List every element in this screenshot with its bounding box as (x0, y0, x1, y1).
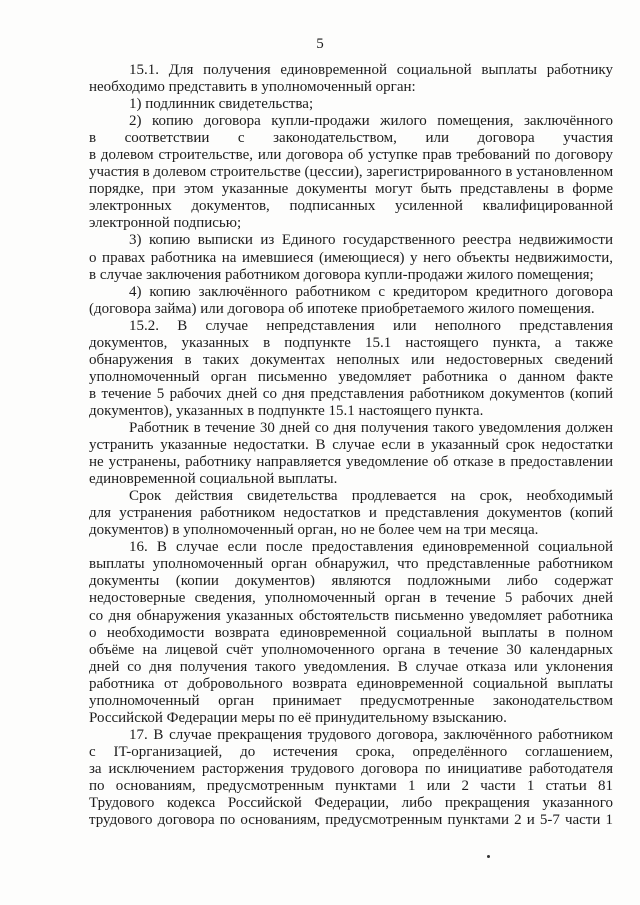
text-line: электронных документов, подписанных усиленной квалифицированной (89, 198, 613, 215)
text-line: о правах работника на имевшиеся (имеющиеся) у него объекты недвижимости, (89, 249, 613, 266)
text-line: в случае заключения работником договора купли-продажи жилого помещения; (89, 266, 594, 283)
text-line: трудового договора по основаниям, предусмотренным пунктами 2 и 5-7 части 1 (89, 812, 613, 829)
text-line: уполномоченный орган письменно уведомляет работника о данном факте (89, 368, 613, 385)
text-line: обнаружения в таких документах неполных или недостоверных сведений (89, 351, 613, 368)
text-line: Срок действия свидетельства продлевается на срок, необходимый (129, 488, 613, 505)
text-line: единовременной социальной выплаты. (89, 471, 338, 488)
document-body (89, 62, 613, 829)
text-line: о необходимости возврата единовременной социальной выплаты в полном (89, 624, 613, 641)
text-line: участия в долевом строительстве (цессии), зарегистрированного в установленном (89, 164, 614, 181)
text-line: 3) копию выписки из Единого государственного реестра недвижимости (129, 232, 613, 249)
text-line: документов), указанных в подпункте 15.1 настоящего пункта. (89, 402, 484, 419)
text-line: документов) в уполномоченный орган, но не более чем на три месяца. (89, 522, 539, 539)
text-line: с IT-организацией, до истечения срока, определённого соглашением, (89, 743, 613, 760)
text-line: недостоверные сведения, уполномоченный орган в течение 5 рабочих дней (89, 590, 613, 607)
text-line: дней со дня получения такого уведомления. В случае отказа или уклонения (89, 658, 613, 675)
text-line: 17. В случае прекращения трудового договора, заключённого работником (129, 726, 613, 743)
text-line: в соответствии с законодательством, или договора участия (89, 130, 613, 147)
text-line: электронной подписью; (89, 215, 242, 232)
text-line: документов, указанных в подпункте 15.1 настоящего пункта, а также (89, 334, 613, 351)
text-line: по основаниям, предусмотренным пунктами 1 или 2 части 1 статьи 81 (89, 777, 613, 794)
scan-speck (487, 855, 490, 858)
page-number: 5 (316, 36, 324, 52)
text-line: в долевом строительстве, или договора об уступке прав требований по договору (89, 147, 613, 164)
text-line: 2) копию договора купли-продажи жилого помещения, заключённого (129, 113, 613, 130)
text-line: работника от добровольного возврата единовременной социальной выплаты (89, 675, 613, 692)
text-line: Работник в течение 30 дней со дня получения такого уведомления должен (129, 419, 613, 436)
text-line: документы (копии документов) являются подложными либо содержат (89, 573, 613, 590)
text-line: за исключением расторжения трудового договора по инициативе работодателя (89, 760, 613, 777)
text-line: со дня обнаружения указанных обстоятельств письменно уведомляет работника (89, 607, 613, 624)
text-line: уполномоченный орган принимает предусмотренные законодательством (89, 692, 613, 709)
text-line: 15.2. В случае непредставления или неполного представления (129, 317, 613, 334)
text-line: 15.1. Для получения единовременной социальной выплаты работнику (129, 62, 613, 78)
text-line: устранить указанные недостатки. В случае если в указанный срок недостатки (89, 437, 613, 454)
text-line: 16. В случае если после предоставления единовременной социальной (129, 539, 613, 556)
text-line: выплаты уполномоченный орган обнаружил, что представленные работником (89, 556, 613, 573)
text-line: порядке, при этом указанные документы могут быть представлены в форме (89, 181, 613, 198)
text-line: 4) копию заключённого работником с кредитором кредитного договора (129, 283, 613, 300)
text-line: в течение 5 рабочих дней со дня представления работником документов (копий (89, 385, 613, 402)
text-line: для устранения работником недостатков и представления документов (копий (89, 505, 613, 522)
text-line: не устранены, работнику направляется уведомление об отказе в предоставлении (89, 454, 613, 471)
text-line: Российской Федерации меры по её принудительному взысканию. (89, 709, 507, 726)
text-line: необходимо представить в уполномоченный орган: (89, 79, 416, 96)
text-line: объёме на лицевой счёт уполномоченного органа в течение 30 календарных (89, 641, 613, 658)
text-line: 1) подлинник свидетельства; (129, 96, 314, 113)
text-line: Трудового кодекса Российской Федерации, либо прекращения указанного (89, 795, 613, 812)
text-line: (договора займа) или договора об ипотеке приобретаемого жилого помещения. (89, 300, 595, 317)
